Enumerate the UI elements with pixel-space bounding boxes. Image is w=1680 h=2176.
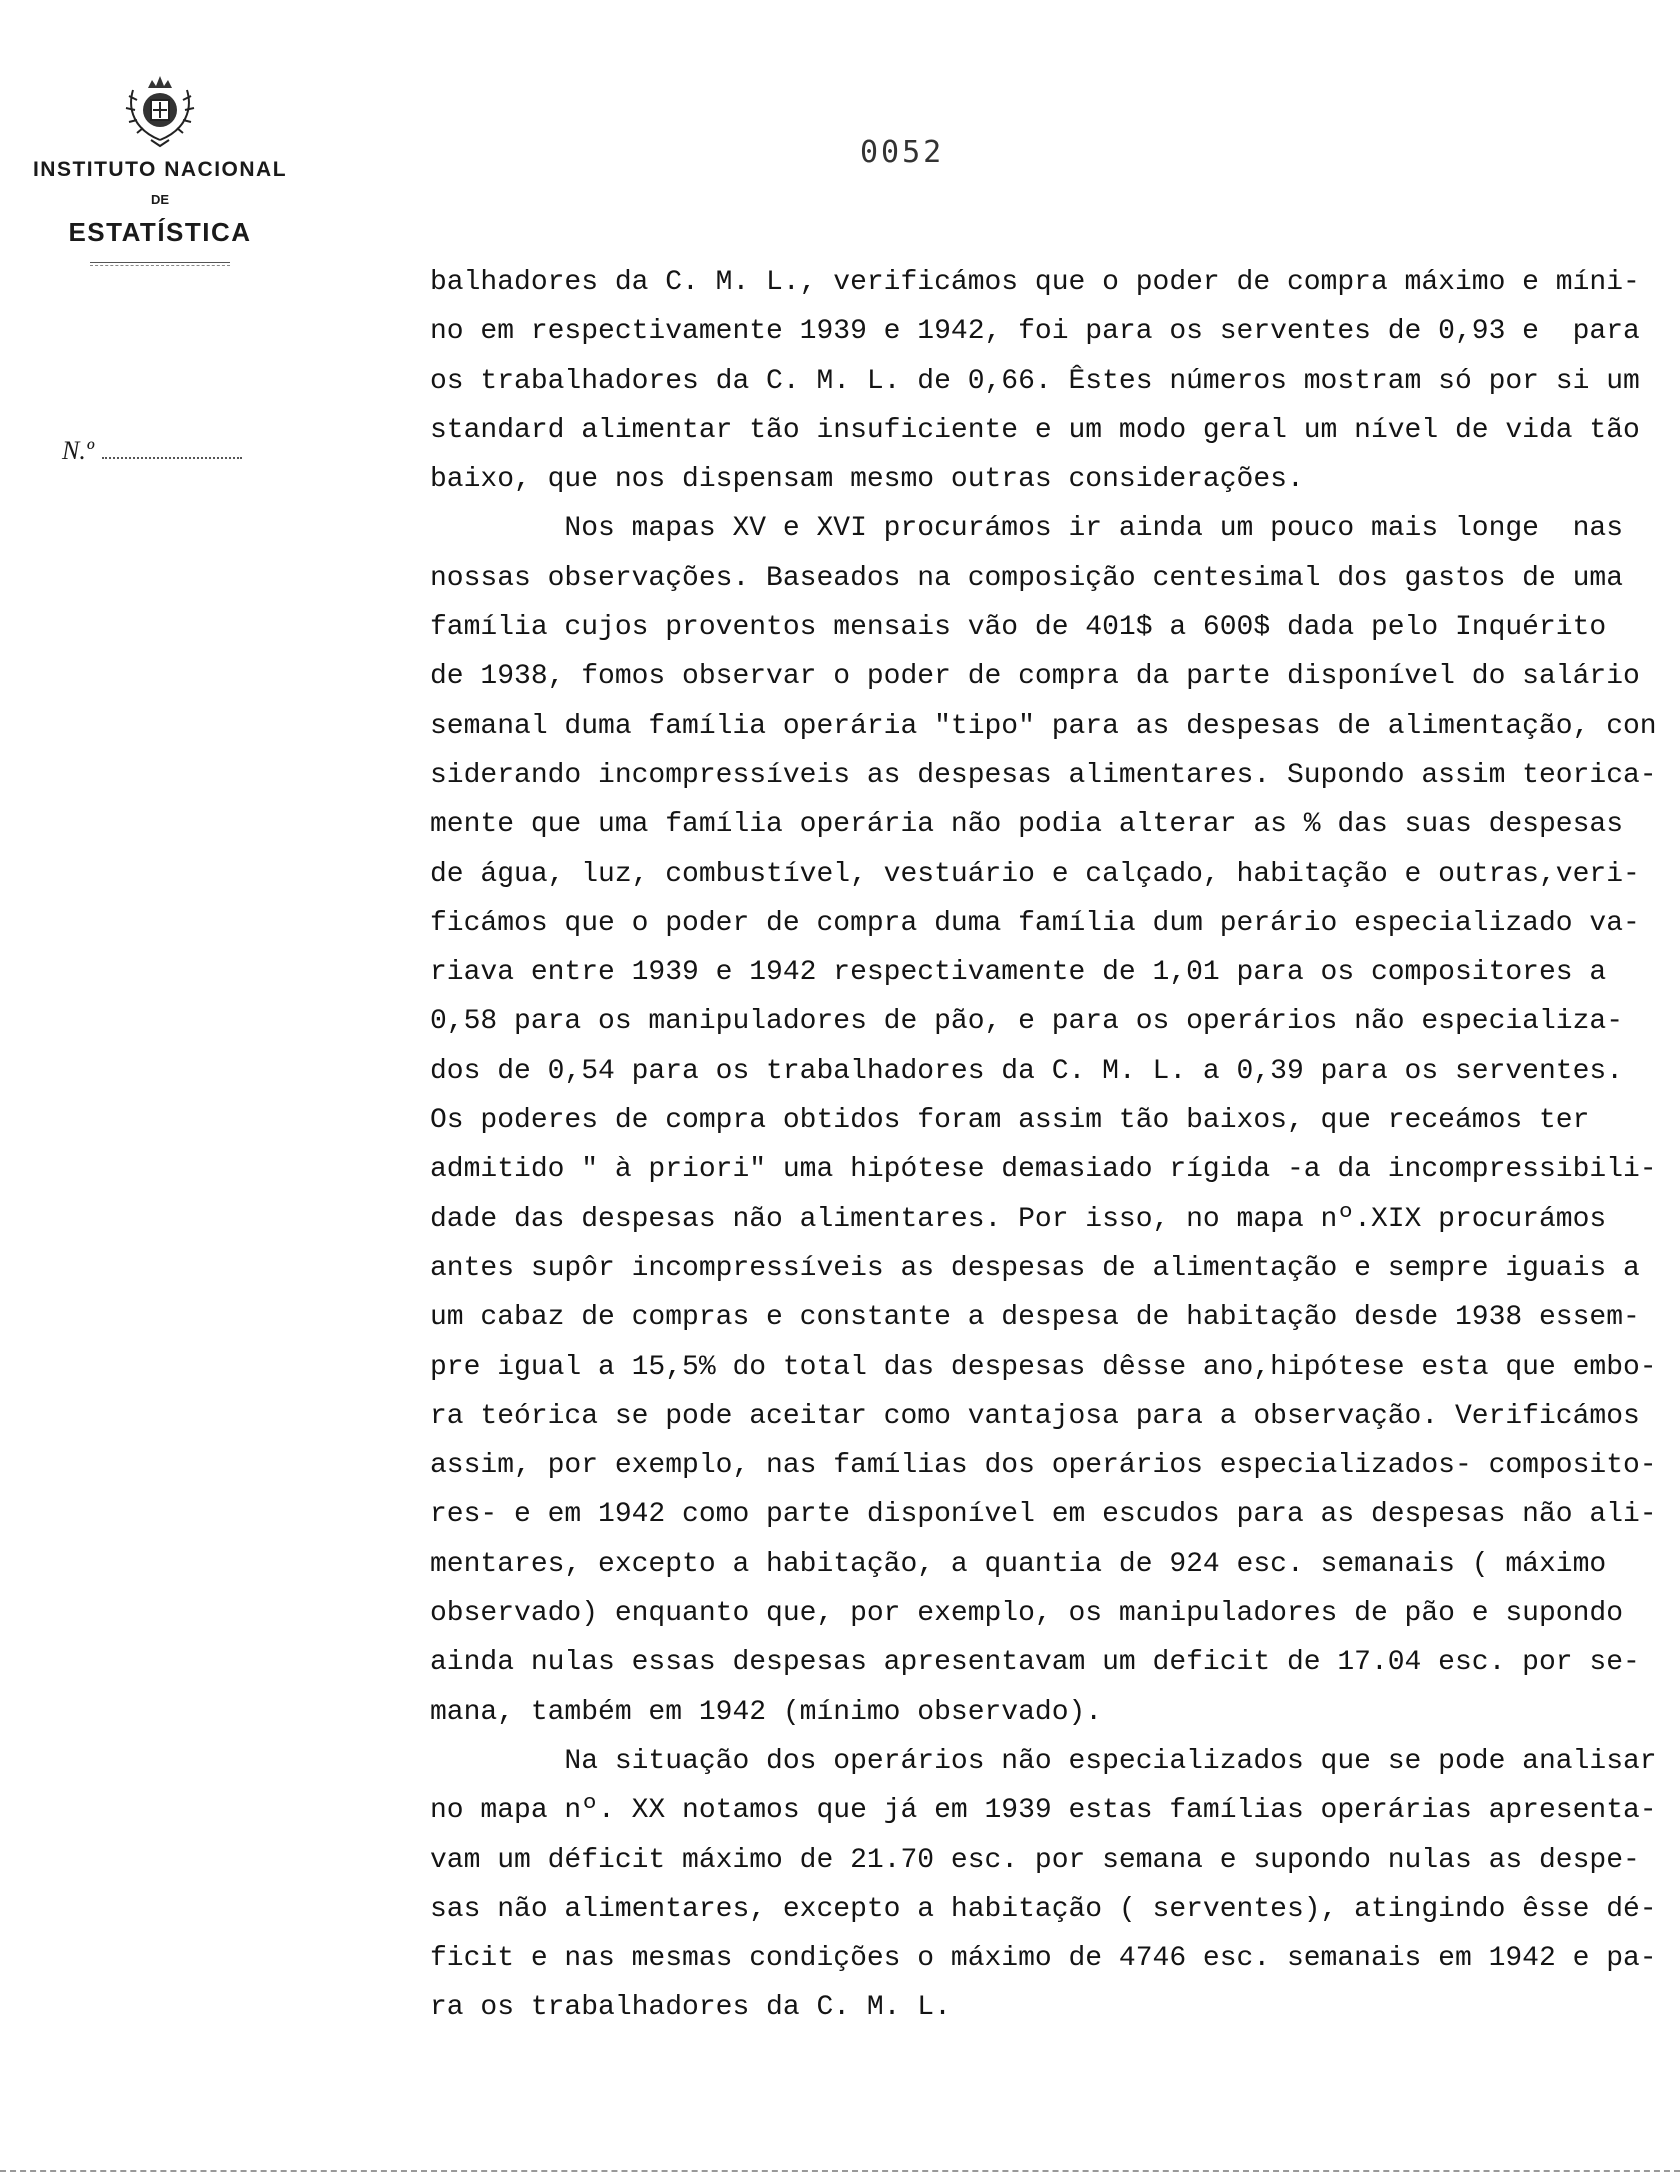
- institute-name-line3: ESTATÍSTICA: [68, 217, 252, 247]
- letterhead: [0, 70, 320, 266]
- text-line: ficit e nas mesmas condições o máximo de 4746 esc. semanais em 1942 e pa-: [430, 1943, 1657, 1975]
- text-line: dos de 0,54 para os trabalhadores da C. M. L. a 0,39 para os serventes.: [430, 1055, 1623, 1087]
- text-line: semanal duma família operária "tipo" para as despesas de alimentação, con: [430, 710, 1657, 742]
- text-line: ra os trabalhadores da C. M. L.: [430, 1992, 951, 2024]
- text-line: antes supôr incompressíveis as despesas de alimentação e sempre iguais a: [430, 1252, 1640, 1284]
- text-line: nossas observações. Baseados na composição centesimal dos gastos de uma: [430, 562, 1623, 594]
- letterhead-divider: [90, 262, 230, 266]
- text-line: Os poderes de compra obtidos foram assim tão baixos, que receámos ter: [430, 1105, 1590, 1137]
- text-line: Nos mapas XV e XVI procurámos ir ainda um pouco mais longe nas: [430, 513, 1623, 545]
- text-line: standard alimentar tão insuficiente e um modo geral um nível de vida tão: [430, 414, 1640, 446]
- text-line: mentares, excepto a habitação, a quantia de 924 esc. semanais ( máximo: [430, 1548, 1607, 1580]
- document-number-field: [62, 436, 242, 466]
- text-line: de água, luz, combustível, vestuário e calçado, habitação e outras,veri-: [430, 858, 1640, 890]
- text-line: ainda nulas essas despesas apresentavam um deficit de 17.04 esc. por se-: [430, 1647, 1640, 1679]
- institute-name-line2: DE: [150, 192, 170, 207]
- text-line: siderando incompressíveis as despesas alimentares. Supondo assim teorica-: [430, 759, 1657, 791]
- text-line: os trabalhadores da C. M. L. de 0,66. Êstes números mostram só por si um: [430, 365, 1640, 397]
- text-line: observado) enquanto que, por exemplo, os manipuladores de pão e supondo: [430, 1598, 1623, 1630]
- text-line: res- e em 1942 como parte disponível em escudos para as despesas não ali-: [430, 1499, 1657, 1531]
- text-line: 0,58 para os manipuladores de pão, e para os operários não especializa-: [430, 1006, 1623, 1038]
- text-line: admitido " à priori" uma hipótese demasiado rígida -a da incompressibili-: [430, 1154, 1657, 1186]
- institute-name-line1: INSTITUTO NACIONAL: [32, 158, 288, 181]
- text-line: no mapa nº. XX notamos que já em 1939 estas famílias operárias apresenta-: [430, 1795, 1657, 1827]
- typed-body-text: [430, 258, 1657, 2033]
- text-line: sas não alimentares, excepto a habitação ( serventes), atingindo êsse dé-: [430, 1893, 1657, 1925]
- text-line: baixo, que nos dispensam mesmo outras considerações.: [430, 464, 1304, 496]
- text-line: vam um déficit máximo de 21.70 esc. por semana e supondo nulas as despe-: [430, 1844, 1640, 1876]
- number-blank: [102, 457, 242, 459]
- text-line: dade das despesas não alimentares. Por isso, no mapa nº.XIX procurámos: [430, 1203, 1607, 1235]
- page-bottom-edge: [0, 2170, 1680, 2172]
- text-line: mana, também em 1942 (mínimo observado).: [430, 1696, 1103, 1728]
- text-line: riava entre 1939 e 1942 respectivamente de 1,01 para os compositores a: [430, 957, 1607, 989]
- text-line: família cujos proventos mensais vão de 401$ a 600$ dada pelo Inquérito: [430, 612, 1607, 644]
- coat-of-arms-icon: [115, 70, 205, 150]
- page-number: 0052: [860, 135, 945, 170]
- text-line: de 1938, fomos observar o poder de compra da parte disponível do salário: [430, 661, 1640, 693]
- text-line: um cabaz de compras e constante a despesa de habitação desde 1938 essem-: [430, 1302, 1640, 1334]
- text-line: assim, por exemplo, nas famílias dos operários especializados- composito-: [430, 1450, 1657, 1482]
- text-line: mente que uma família operária não podia alterar as % das suas despesas: [430, 809, 1623, 841]
- text-line: Na situação dos operários não especializados que se pode analisar: [430, 1745, 1657, 1777]
- text-line: ra teórica se pode aceitar como vantajosa para a observação. Verificámos: [430, 1400, 1640, 1432]
- text-line: balhadores da C. M. L., verificámos que o poder de compra máximo e míni-: [430, 267, 1640, 298]
- text-line: no em respectivamente 1939 e 1942, foi para os serventes de 0,93 e para: [430, 316, 1640, 348]
- text-line: pre igual a 15,5% do total das despesas dêsse ano,hipótese esta que embo-: [430, 1351, 1657, 1383]
- text-line: ficámos que o poder de compra duma família dum perário especializado va-: [430, 907, 1640, 939]
- number-label: N.º: [62, 436, 94, 465]
